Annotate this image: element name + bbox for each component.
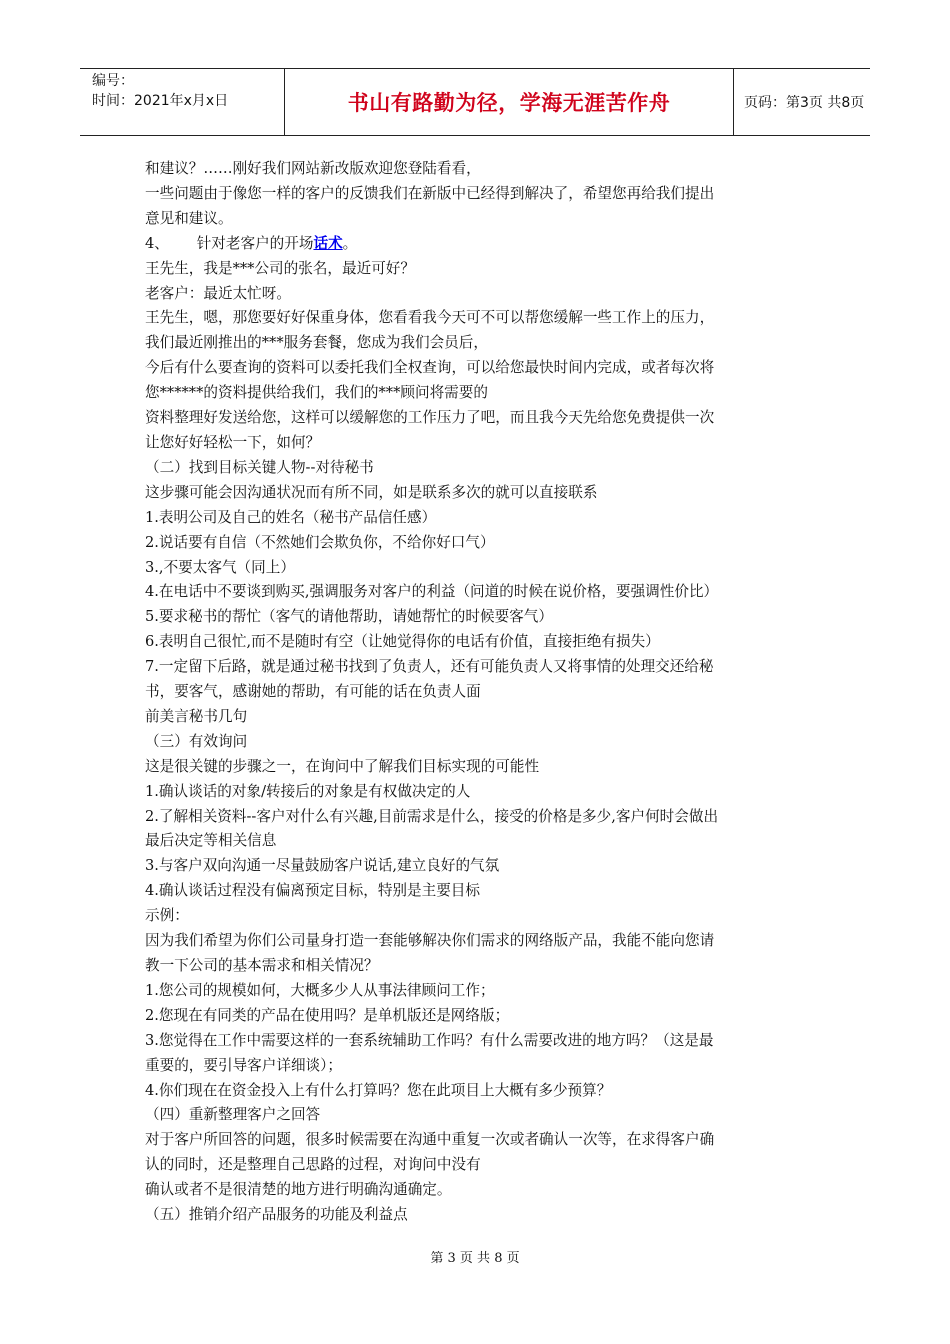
link-line-suffix: 。 [342, 234, 358, 252]
document-number-label: 编号： [92, 73, 134, 89]
link-line-prefix: 4、 针对老客户的开场 [145, 234, 314, 252]
body-line: 王先生，嗯，那您要好好保重身体，您看看我今天可不可以帮您缓解一些工作上的压力， [145, 309, 715, 327]
body-line: （三）有效询问 [145, 732, 248, 750]
document-time-label: 时间：2021年x月x日 [92, 93, 229, 109]
body-line: 您******的资料提供给我们，我们的***顾问将需要的 [145, 384, 488, 402]
page-footer: 第 3 页 共 8 页 [430, 1251, 520, 1266]
body-line: 6.表明自己很忙,而不是随时有空（让她觉得你的电话有价值，直接拒绝有损失） [145, 633, 660, 651]
body-line: 最后决定等相关信息 [145, 832, 277, 850]
body-line: 一些问题由于像您一样的客户的反馈我们在新版中已经得到解决了，希望您再给我们提出 [145, 184, 715, 202]
body-line-with-link [145, 232, 810, 257]
body-line: 意见和建议。 [145, 209, 233, 227]
header-motto-cell [284, 69, 734, 135]
body-line: 和建议？……刚好我们网站新改版欢迎您登陆看看， [145, 160, 481, 177]
body-line: 3.,不要太客气（同上） [145, 558, 295, 576]
body-line: （二）找到目标关键人物--对待秘书 [145, 458, 374, 476]
body-line: 教一下公司的基本需求和相关情况？ [145, 957, 379, 974]
body-line: 老客户：最近太忙呀。 [145, 284, 291, 302]
body-line: 书，要客气，感谢她的帮助，有可能的话在负责人面 [145, 683, 481, 701]
body-line: 2.了解相关资料--客户对什么有兴趣,目前需求是什么，接受的价格是多少,客户何时会做出 [145, 807, 719, 825]
body-line: 这步骤可能会因沟通状况而有所不同，如是联系多次的就可以直接联系 [145, 483, 598, 501]
body-line: 这是很关键的步骤之一，在询问中了解我们目标实现的可能性 [145, 757, 540, 775]
body-line: （五）推销介绍产品服务的功能及利益点 [145, 1206, 408, 1224]
body-line: 1.确认谈话的对象/转接后的对象是有权做决定的人 [145, 782, 471, 800]
body-line: 5.要求秘书的帮忙（客气的请他帮助，请她帮忙的时候要客气） [145, 608, 553, 626]
body-line: 3.与客户双向沟通一尽量鼓励客户说话,建立良好的气氛 [145, 857, 500, 875]
page-header [80, 68, 870, 136]
body-line: 1.表明公司及自己的姓名（秘书产品信任感） [145, 508, 437, 526]
body-line: 让您好好轻松一下，如何？ [145, 433, 321, 451]
body-line: 2.说话要有自信（不然她们会欺负你，不给你好口气） [145, 533, 495, 551]
body-line: 对于客户所回答的问题，很多时候需要在沟通中重复一次或者确认一次等，在求得客户确 [145, 1131, 715, 1149]
header-page-info: 页码：第3页 共8页 [744, 95, 865, 111]
body-line: 3.您觉得在工作中需要这样的一套系统辅助工作吗？有什么需要改进的地方吗？（这是最 [145, 1031, 714, 1049]
body-line: 资料整理好发送给您，这样可以缓解您的工作压力了吧，而且我今天先给您免费提供一次 [145, 409, 715, 427]
header-motto: 书山有路勤为径，学海无涯苦作舟 [347, 91, 671, 115]
body-line: 认的同时，还是整理自己思路的过程，对询问中没有 [145, 1156, 481, 1174]
body-line: 确认或者不是很清楚的地方进行明确沟通确定。 [145, 1181, 452, 1199]
body-line: 4.确认谈话过程没有偏离预定目标，特别是主要目标 [145, 882, 480, 900]
speech-script-link[interactable]: 话术 [313, 234, 343, 252]
header-meta [80, 69, 284, 135]
body-line: 我们最近刚推出的***服务套餐，您成为我们会员后， [145, 334, 488, 352]
body-line: 7.一定留下后路，就是通过秘书找到了负责人，还有可能负责人又将事情的处理交还给秘 [145, 658, 714, 676]
body-line: 1.您公司的规模如何，大概多少人从事法律顾问工作； [145, 981, 495, 999]
body-line: 示例： [145, 907, 189, 925]
body-line: 重要的，要引导客户详细谈）； [145, 1056, 343, 1074]
body-line: 今后有什么要查询的资料可以委托我们全权查询，可以给您最快时间内完成，或者每次将 [145, 359, 715, 377]
body-line: 王先生，我是***公司的张名，最近可好？ [145, 259, 415, 277]
body-line: 因为我们希望为你们公司量身打造一套能够解决你们需求的网络版产品，我能不能向您请 [145, 932, 715, 950]
body-line: 2.您现在有同类的产品在使用吗？是单机版还是网络版； [145, 1006, 510, 1024]
body-line: 4.在电话中不要谈到购买,强调服务对客户的利益（问道的时候在说价格，要强调性价比） [145, 583, 719, 601]
body-line: 前美言秘书几句 [145, 707, 248, 725]
body-line: 4.你们现在在资金投入上有什么打算吗？您在此项目上大概有多少预算？ [145, 1081, 612, 1099]
document-body [145, 157, 810, 1228]
body-line: （四）重新整理客户之回答 [145, 1106, 321, 1124]
